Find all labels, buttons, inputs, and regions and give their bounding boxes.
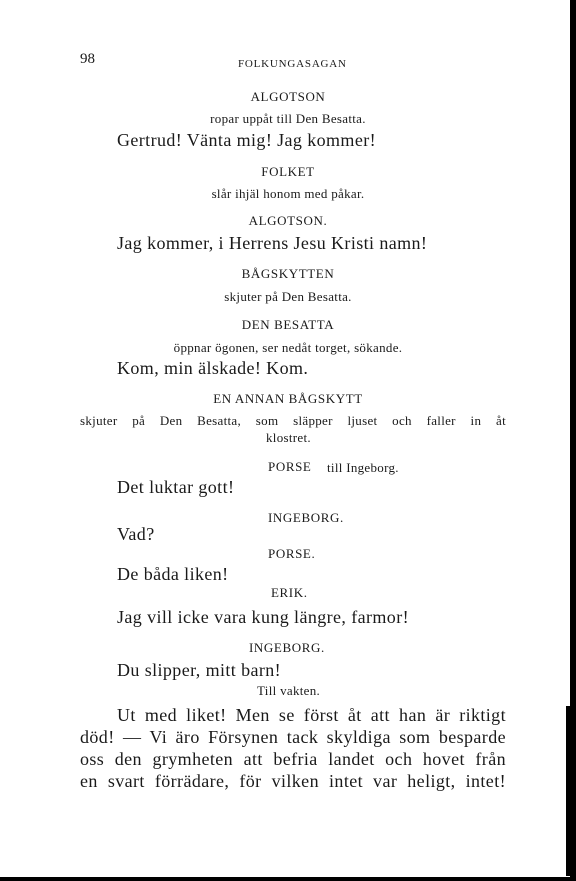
speaker-name: ALGOTSON. — [248, 213, 328, 228]
speaker-name: INGEBORG. — [249, 640, 325, 655]
speaker-name: PORSE. — [268, 546, 316, 561]
stage-direction: öppnar ögonen, ser nedåt torget, sökande. — [173, 340, 403, 355]
page-number: 98 — [80, 51, 95, 67]
stage-direction: ropar uppåt till Den Besatta. — [210, 111, 366, 126]
dialogue-line: Gertrud! Vänta mig! Jag kommer! — [117, 130, 376, 150]
dialogue-line: död! — Vi äro Försynen tack skyldiga som besparde — [80, 727, 506, 747]
dialogue-line: Du slipper, mitt barn! — [117, 660, 282, 680]
speaker-name: INGEBORG. — [268, 510, 344, 525]
speaker-name: DEN BESATTA — [241, 317, 335, 332]
dialogue-line: Vad? — [117, 524, 155, 544]
dialogue-line: oss den grymheten att befria landet och hovet från — [80, 749, 506, 769]
stage-direction: till Ingeborg. — [327, 460, 399, 475]
stage-direction: klostret. — [266, 430, 311, 445]
stage-direction: Till vakten. — [257, 683, 321, 698]
stage-direction: slår ihjäl honom med påkar. — [211, 186, 365, 201]
stage-direction: skjuter på Den Besatta, som släpper ljuset och faller in åt — [80, 413, 506, 428]
stage-direction: skjuter på Den Besatta. — [224, 289, 352, 304]
dialogue-line: Kom, min älskade! Kom. — [117, 358, 309, 378]
speaker-name: EN ANNAN BÅGSKYTT — [213, 391, 363, 406]
speaker-name: ERIK. — [271, 585, 308, 600]
dialogue-line: De båda liken! — [117, 564, 229, 584]
speaker-name: ALGOTSON — [250, 89, 326, 104]
dialogue-line: Det luktar gott! — [117, 477, 235, 497]
speaker-name: PORSE — [268, 459, 312, 474]
dialogue-line: Jag kommer, i Herrens Jesu Kristi namn! — [117, 233, 428, 253]
speaker-name: BÅGSKYTTEN — [241, 266, 335, 281]
scan-edge-right — [570, 0, 576, 881]
running-title: FOLKUNGASAGAN — [238, 58, 347, 70]
scan-edge-mark — [566, 706, 570, 876]
dialogue-line: Jag vill icke vara kung längre, farmor! — [117, 607, 409, 627]
scan-edge-bottom — [0, 877, 576, 881]
dialogue-line: en svart förrädare, för vilken intet var heligt, intet! — [80, 771, 506, 791]
dialogue-line: Ut med liket! Men se först åt att han är riktigt — [117, 705, 506, 725]
speaker-name: FOLKET — [261, 164, 315, 179]
